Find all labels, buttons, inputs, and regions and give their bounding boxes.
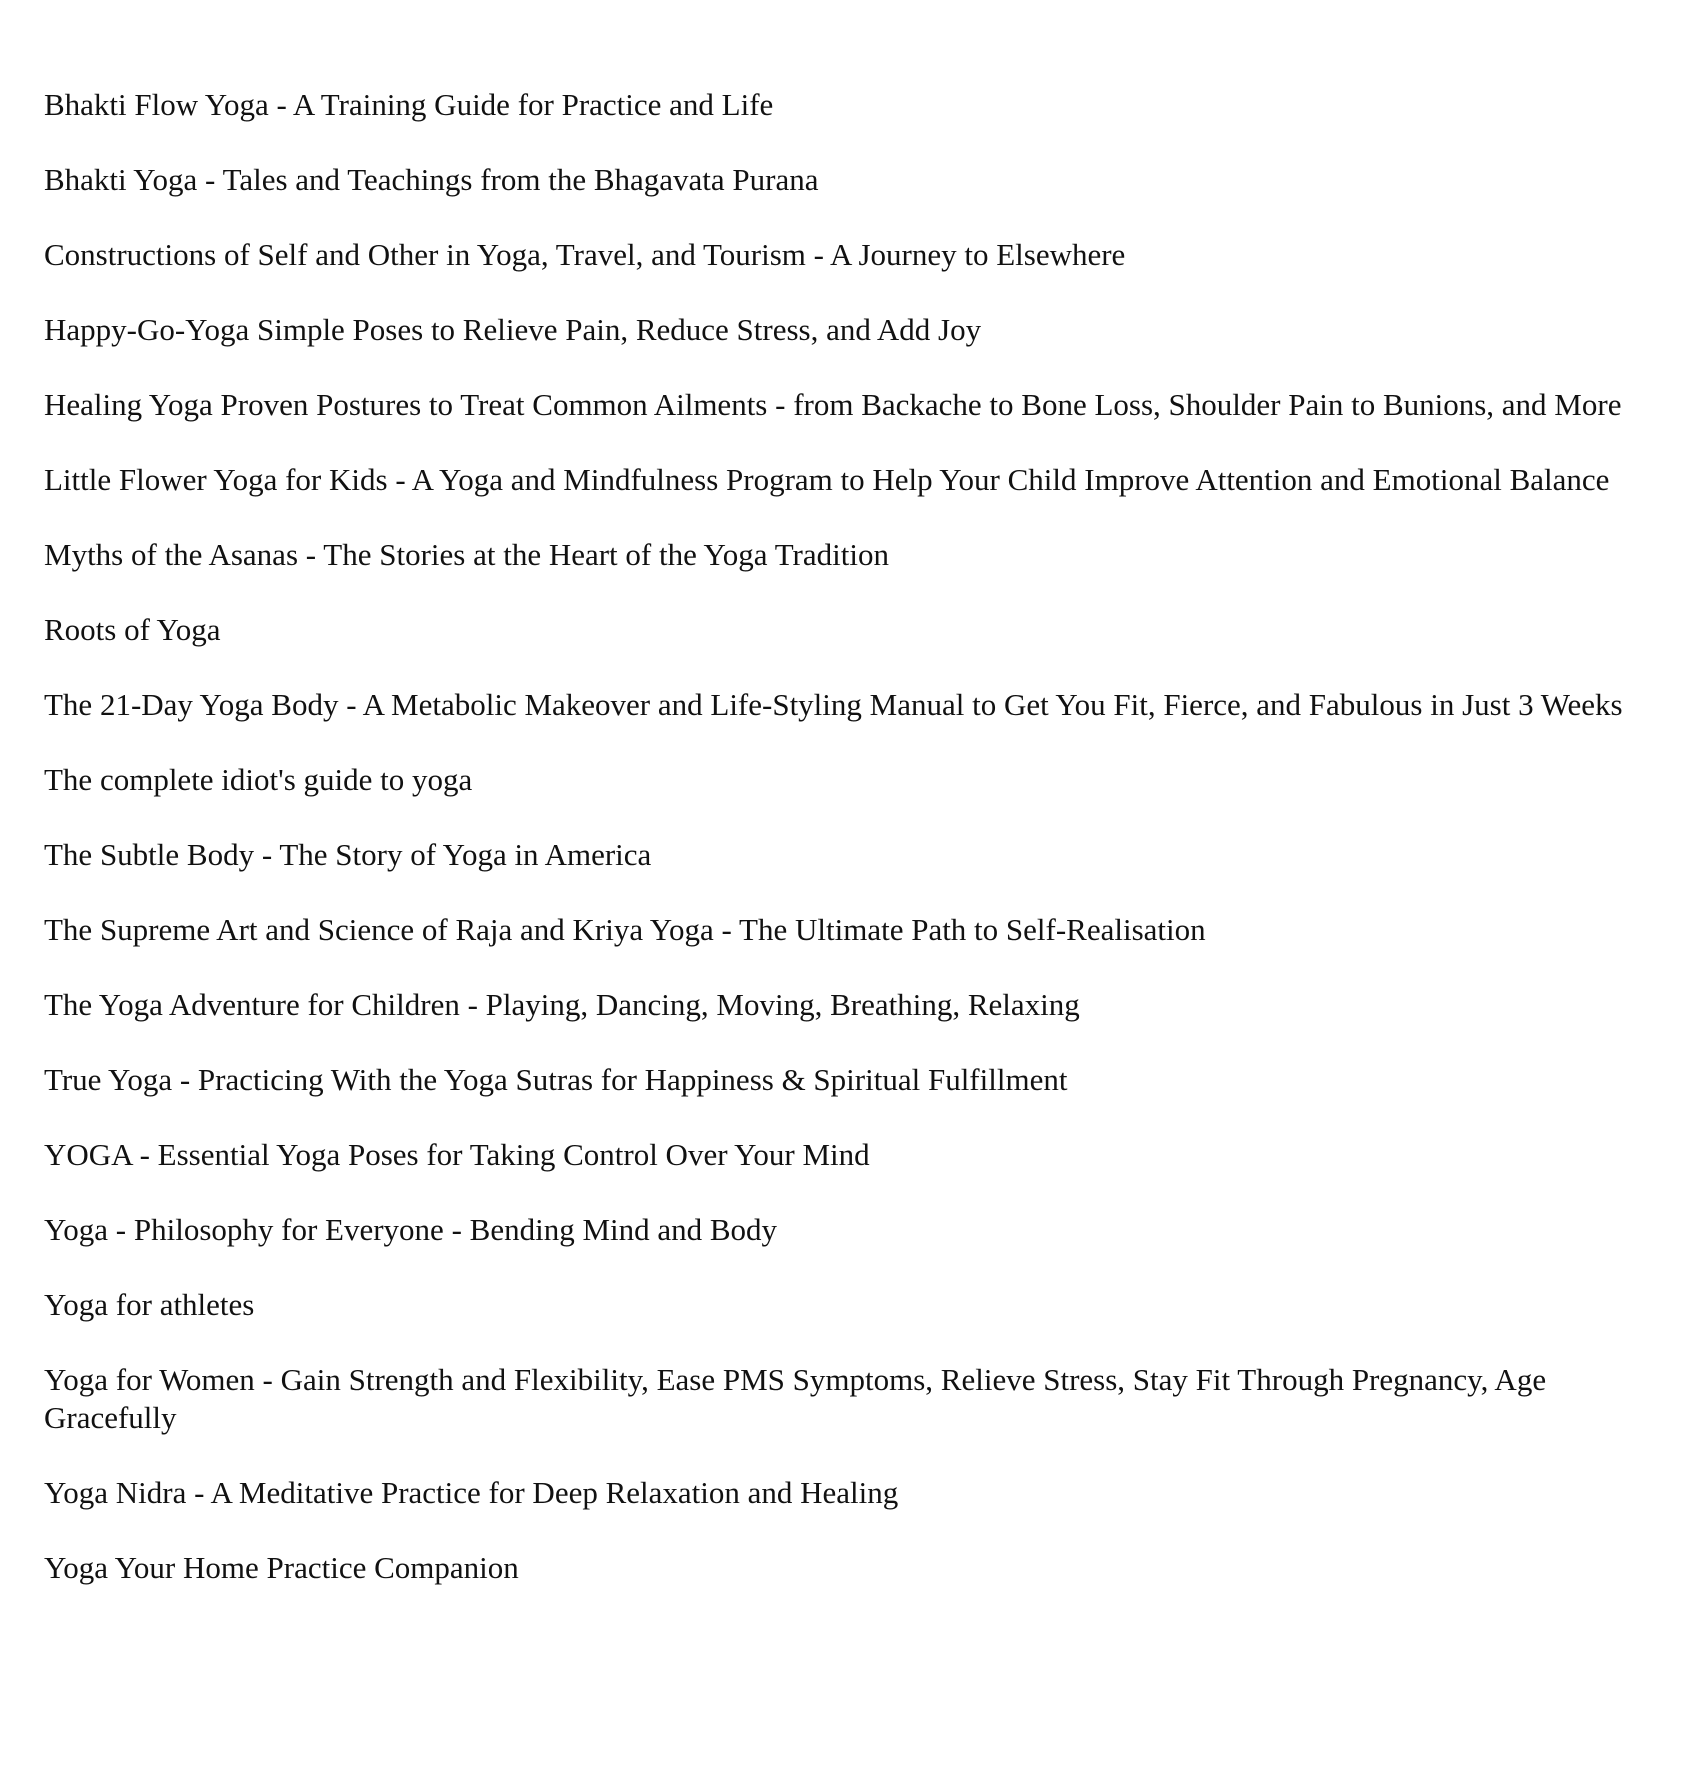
- book-title: Yoga for athletes: [44, 1287, 255, 1322]
- book-title: The complete idiot's guide to yoga: [44, 762, 473, 797]
- book-title: Bhakti Yoga - Tales and Teachings from the Bhagavata Purana: [44, 162, 819, 197]
- book-title: Healing Yoga Proven Postures to Treat Common Ailments - from Backache to Bone Loss, Shoulder Pain to Bunions, and More: [44, 387, 1622, 422]
- book-title: Happy-Go-Yoga Simple Poses to Relieve Pain, Reduce Stress, and Add Joy: [44, 312, 982, 347]
- book-title: The Subtle Body - The Story of Yoga in America: [44, 837, 652, 872]
- book-title: Little Flower Yoga for Kids - A Yoga and Mindfulness Program to Help Your Child Improve Attention and Emotional Balance: [44, 462, 1610, 497]
- book-title: Yoga Nidra - A Meditative Practice for Deep Relaxation and Healing: [44, 1475, 899, 1510]
- book-title: The 21-Day Yoga Body - A Metabolic Makeover and Life-Styling Manual to Get You Fit, Fierce, and Fabulous in Just 3 Weeks: [44, 687, 1623, 722]
- book-title: Myths of the Asanas - The Stories at the Heart of the Yoga Tradition: [44, 537, 889, 572]
- book-title: True Yoga - Practicing With the Yoga Sutras for Happiness & Spiritual Fulfillment: [44, 1062, 1068, 1097]
- book-title: Yoga - Philosophy for Everyone - Bending Mind and Body: [44, 1212, 778, 1247]
- book-title: Constructions of Self and Other in Yoga, Travel, and Tourism - A Journey to Elsewhere: [44, 237, 1126, 272]
- book-title: Bhakti Flow Yoga - A Training Guide for Practice and Life: [44, 87, 774, 122]
- book-title: Roots of Yoga: [44, 612, 221, 647]
- book-title: The Supreme Art and Science of Raja and Kriya Yoga - The Ultimate Path to Self-Realisation: [44, 912, 1206, 947]
- book-title: Yoga Your Home Practice Companion: [44, 1550, 519, 1585]
- book-title-list: [44, 86, 1644, 1624]
- book-title: The Yoga Adventure for Children - Playing, Dancing, Moving, Breathing, Relaxing: [44, 987, 1080, 1022]
- book-title: YOGA - Essential Yoga Poses for Taking Control Over Your Mind: [44, 1137, 870, 1172]
- book-title: Yoga for Women - Gain Strength and Flexibility, Ease PMS Symptoms, Relieve Stress, Stay Fit Through Pregnancy, Age Gracefully: [44, 1362, 1547, 1435]
